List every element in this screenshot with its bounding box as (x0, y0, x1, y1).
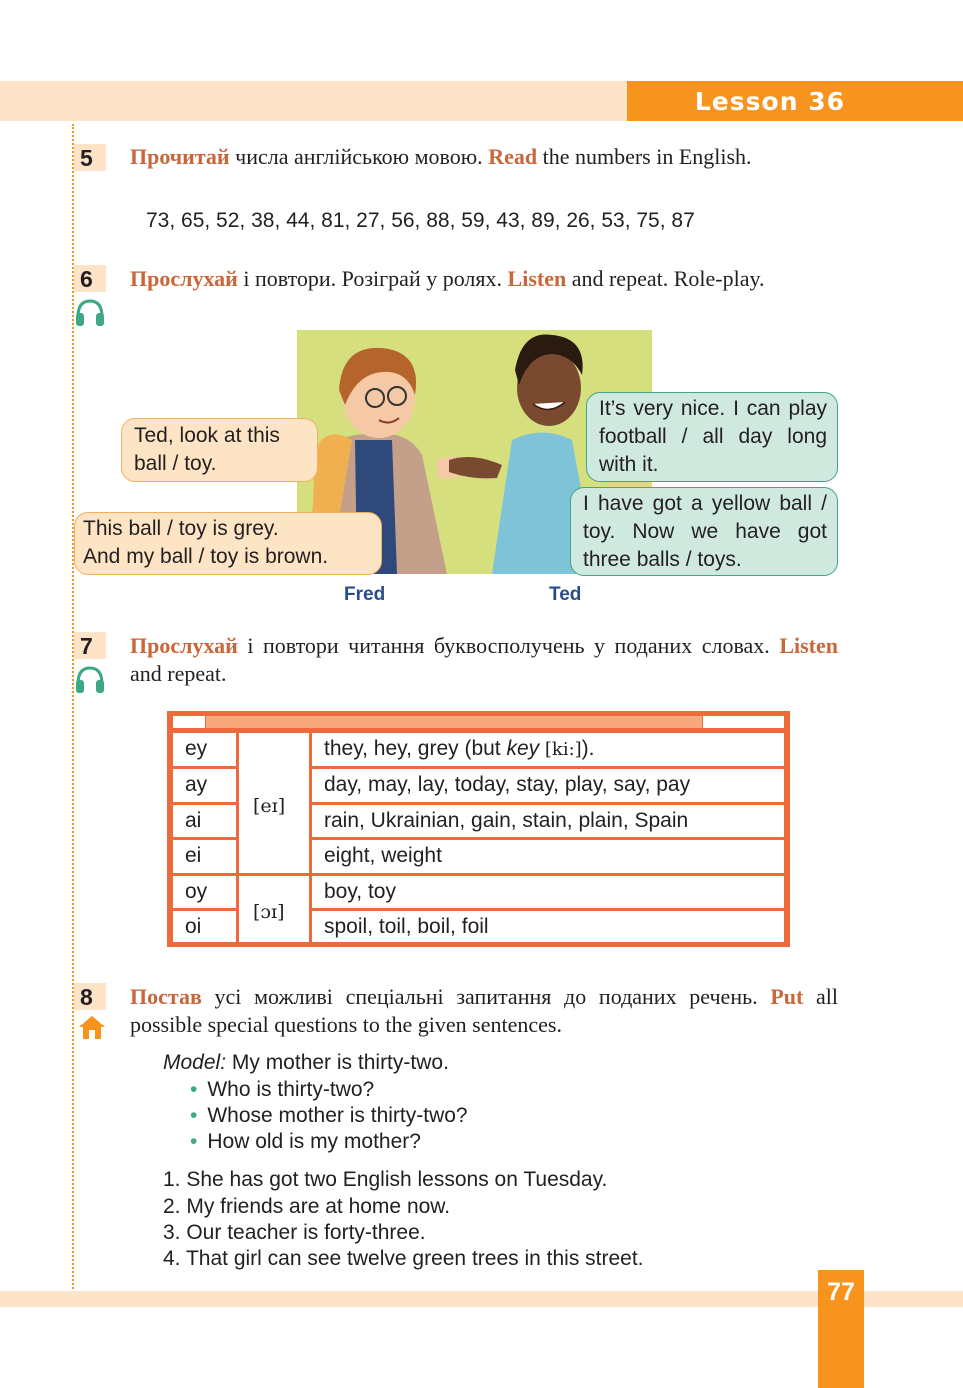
sentence-item: 4. That girl can see twelve green trees in this street. (163, 1247, 644, 1270)
bubble-line: This ball / toy is grey. (83, 517, 279, 540)
model-label: Model: (163, 1051, 227, 1074)
speech-bubble-fred-2 (74, 512, 382, 575)
table-header-bar (205, 716, 703, 728)
table-cell-letters: ey (173, 733, 236, 766)
table-cell-letters: ai (173, 805, 236, 837)
exercise-6-instruction (130, 265, 838, 293)
table-cell-letters: oi (173, 911, 236, 942)
key-word: key (506, 737, 540, 760)
en-verb: Put (770, 984, 804, 1009)
bullet-icon: • (190, 1130, 198, 1153)
exercise-8-instruction (130, 983, 838, 1039)
speech-bubble-ted-2: I have got a yellow ball / toy. Now we have got three balls / toys. (570, 487, 838, 576)
model-question (190, 1129, 421, 1155)
question-text: Whose mother is thirty-two? (207, 1104, 468, 1127)
name-ted: Ted (549, 584, 582, 605)
table-cell-words: rain, Ukrainian, gain, stain, plain, Spain (312, 805, 784, 837)
en-verb: Listen (507, 266, 567, 291)
model-sentence (163, 1050, 449, 1076)
table-cell-words (312, 733, 784, 766)
table-cell-sound: [eɪ] (239, 733, 309, 873)
bullet-icon: • (190, 1078, 198, 1101)
question-text: Who is thirty-two? (207, 1078, 375, 1101)
key-transcription: [ki:] (539, 739, 582, 760)
table-cell-letters: ei (173, 840, 236, 873)
sentence-item: 3. Our teacher is forty-three. (163, 1221, 426, 1244)
table-cell-letters: ay (173, 769, 236, 802)
exercise-8-number: 8 (74, 983, 106, 1010)
table-cell-letters: oy (173, 876, 236, 908)
table-cell-words: boy, toy (312, 876, 784, 908)
exercise-5-instruction (130, 143, 838, 171)
house-icon (78, 1014, 106, 1040)
name-fred: Fred (344, 584, 386, 605)
en-verb: Read (488, 144, 538, 169)
headphones-icon (74, 664, 106, 694)
ua-text: і повтори читання буквосполучень у поданих словах. (237, 633, 780, 658)
exercise-6-number: 6 (74, 265, 106, 292)
words-text: ). (581, 737, 595, 760)
bubble-line: And my ball / toy is brown. (83, 545, 329, 568)
headphones-icon (74, 297, 106, 327)
ua-verb: Прочитай (130, 144, 230, 169)
en-text: all possible special questions to the given sentences. (130, 984, 838, 1037)
words-text: they, hey, grey (but (324, 737, 507, 760)
table-cell-sound: [ɔɪ] (239, 876, 309, 942)
table-cell-words: eight, weight (312, 840, 784, 873)
exercise-5-number: 5 (74, 144, 106, 171)
exercise-7-number: 7 (74, 632, 106, 659)
bubble-line: Ted, look at this (134, 424, 280, 447)
page-number: 77 (827, 1278, 855, 1306)
ua-verb: Постав (130, 984, 202, 1009)
ua-text: числа англійською мовою. (229, 144, 489, 169)
ua-text: і повтори. Розіграй у ролях. (237, 266, 508, 291)
lesson-title: Lesson 36 (694, 87, 845, 116)
bullet-icon: • (190, 1104, 198, 1127)
table-cell-words: day, may, lay, today, stay, play, say, pay (312, 769, 784, 802)
sentence-item: 1. She has got two English lessons on Tuesday. (163, 1168, 608, 1191)
ua-text: усі можливі спеціальні запитання до поданих речень. (201, 984, 771, 1009)
ua-verb: Прослухай (130, 633, 238, 658)
model-question (190, 1103, 468, 1129)
model-question (190, 1077, 374, 1103)
en-verb: Listen (779, 633, 838, 658)
speech-bubble-fred-1 (121, 418, 318, 482)
en-text: and repeat. Role-play. (566, 266, 765, 291)
table-cell-words: spoil, toil, boil, foil (312, 911, 784, 942)
ua-verb: Прослухай (130, 266, 238, 291)
numbers-list: 73, 65, 52, 38, 44, 81, 27, 56, 88, 59, 43, 89, 26, 53, 75, 87 (146, 209, 695, 232)
exercise-7-instruction (130, 632, 838, 688)
model-text: My mother is thirty-two. (226, 1051, 449, 1074)
bubble-line: ball / toy. (134, 452, 217, 475)
sentence-item: 2. My friends are at home now. (163, 1195, 451, 1218)
speech-bubble-ted-1: It’s very nice. I can play football / all day long with it. (586, 392, 838, 482)
en-text: and repeat. (130, 661, 227, 686)
question-text: How old is my mother? (207, 1130, 421, 1153)
en-text: the numbers in English. (537, 144, 752, 169)
